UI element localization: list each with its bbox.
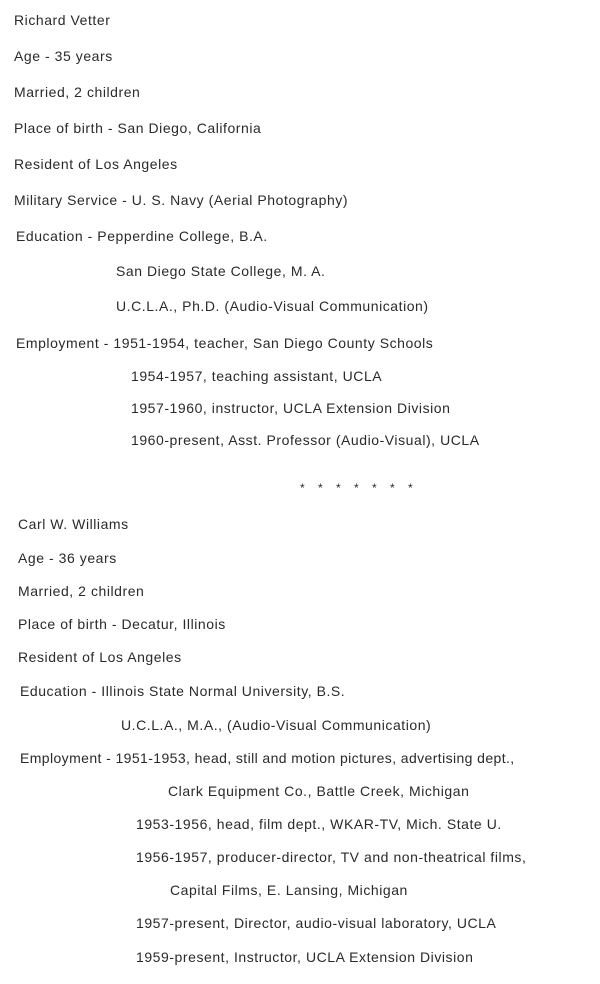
person2-employment-line: Capital Films, E. Lansing, Michigan [170, 882, 408, 898]
person2-name: Carl W. Williams [18, 516, 129, 532]
person1-education-line: Education - Pepperdine College, B.A. [16, 228, 268, 244]
person2-employment-line: 1957-present, Director, audio-visual laboratory, UCLA [136, 915, 497, 931]
person1-age: Age - 35 years [14, 48, 113, 64]
person1-employment-line: 1954-1957, teaching assistant, UCLA [131, 368, 383, 384]
person1-birth: Place of birth - San Diego, California [14, 120, 262, 136]
person1-education-line: U.C.L.A., Ph.D. (Audio-Visual Communication) [116, 298, 429, 314]
person2-residence: Resident of Los Angeles [18, 649, 182, 665]
section-separator: * * * * * * * [300, 481, 418, 495]
person2-employment-line: Clark Equipment Co., Battle Creek, Michigan [168, 783, 470, 799]
person1-residence: Resident of Los Angeles [14, 156, 178, 172]
person2-age: Age - 36 years [18, 550, 117, 566]
person2-employment-line: Employment - 1951-1953, head, still and motion pictures, advertising dept., [20, 750, 515, 766]
person2-marital: Married, 2 children [18, 583, 145, 599]
person2-birth: Place of birth - Decatur, Illinois [18, 616, 226, 632]
person1-employment-line: 1957-1960, instructor, UCLA Extension Division [131, 400, 451, 416]
person2-education-line: Education - Illinois State Normal University, B.S. [20, 683, 346, 699]
person1-employment-line: Employment - 1951-1954, teacher, San Diego County Schools [16, 335, 434, 351]
person1-name: Richard Vetter [14, 12, 111, 28]
person2-employment-line: 1959-present, Instructor, UCLA Extension Division [136, 949, 474, 965]
person2-education-line: U.C.L.A., M.A., (Audio-Visual Communication) [121, 717, 432, 733]
person1-military: Military Service - U. S. Navy (Aerial Photography) [14, 192, 349, 208]
person1-education-line: San Diego State College, M. A. [116, 263, 326, 279]
person2-employment-line: 1953-1956, head, film dept., WKAR-TV, Mich. State U. [136, 816, 502, 832]
person1-employment-line: 1960-present, Asst. Professor (Audio-Visual), UCLA [131, 432, 480, 448]
person2-employment-line: 1956-1957, producer-director, TV and non-theatrical films, [136, 849, 527, 865]
person1-marital: Married, 2 children [14, 84, 141, 100]
